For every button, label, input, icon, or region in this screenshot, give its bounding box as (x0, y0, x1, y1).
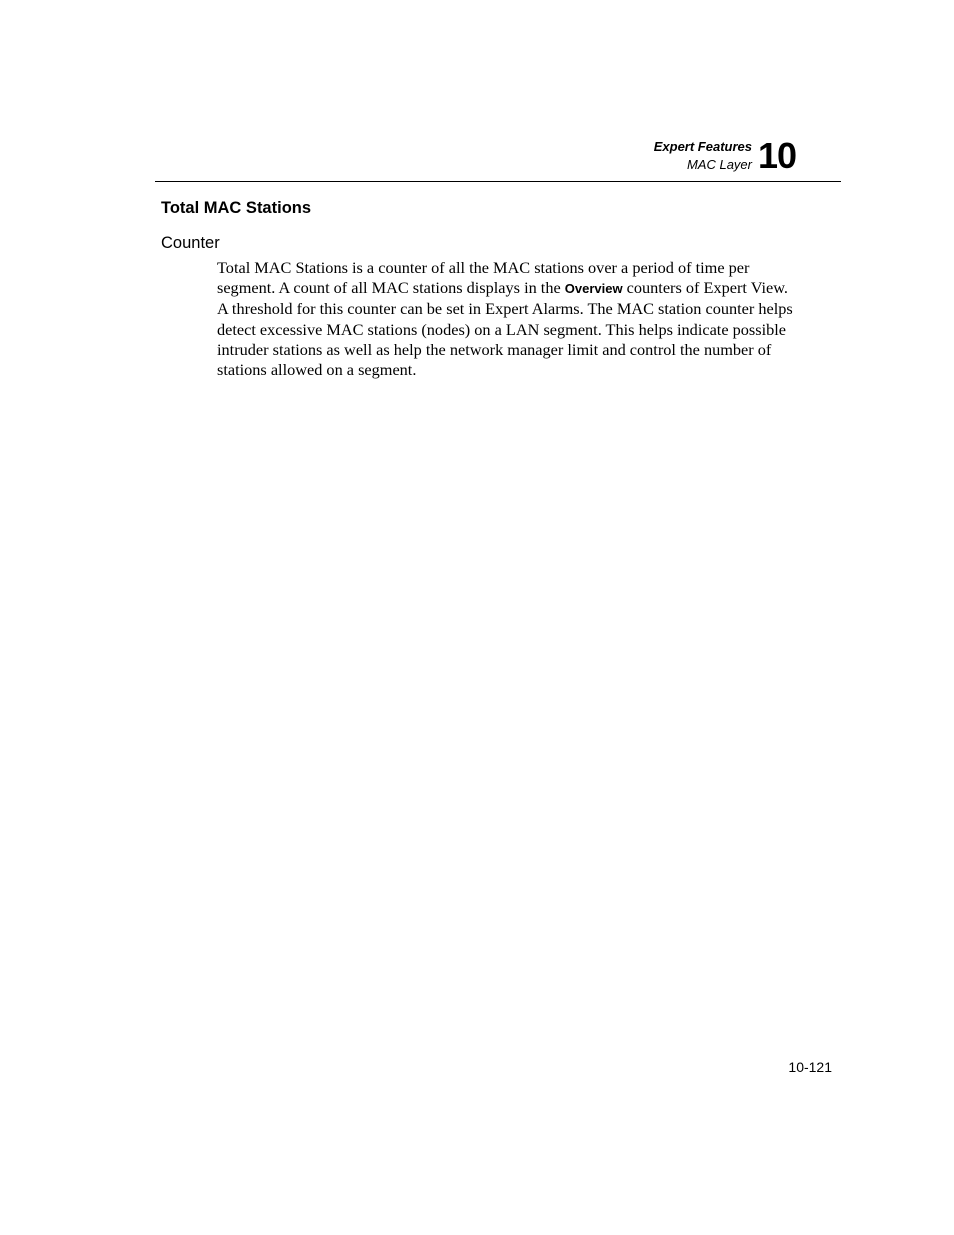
chapter-number: 10 (757, 135, 796, 176)
paragraph-text-start: Total MAC Stations is a counter of all the MAC stations over a period of time per segment. A count of all MAC stations displays in the (217, 258, 750, 298)
section-title: Total MAC Stations (161, 199, 312, 217)
ui-term-overview: Overview (564, 281, 623, 297)
body-paragraph (217, 258, 797, 380)
page-number: 10-121 (788, 1059, 832, 1075)
header-divider (155, 181, 841, 182)
header-titles (654, 138, 752, 174)
paragraph-text-end: counters of Expert View. A threshold for this counter can be set in Expert Alarms. The MAC station counter helps detect excessive MAC stations (nodes) on a LAN segment. This helps indicate possible intruder stations as well as help the network manager limit and control the number of stations allowed on a segment. (217, 278, 793, 380)
header-section-title: MAC Layer (686, 157, 752, 172)
header-chapter-title: Expert Features (653, 139, 752, 154)
running-header (536, 135, 796, 176)
subsection-title: Counter (161, 234, 220, 252)
